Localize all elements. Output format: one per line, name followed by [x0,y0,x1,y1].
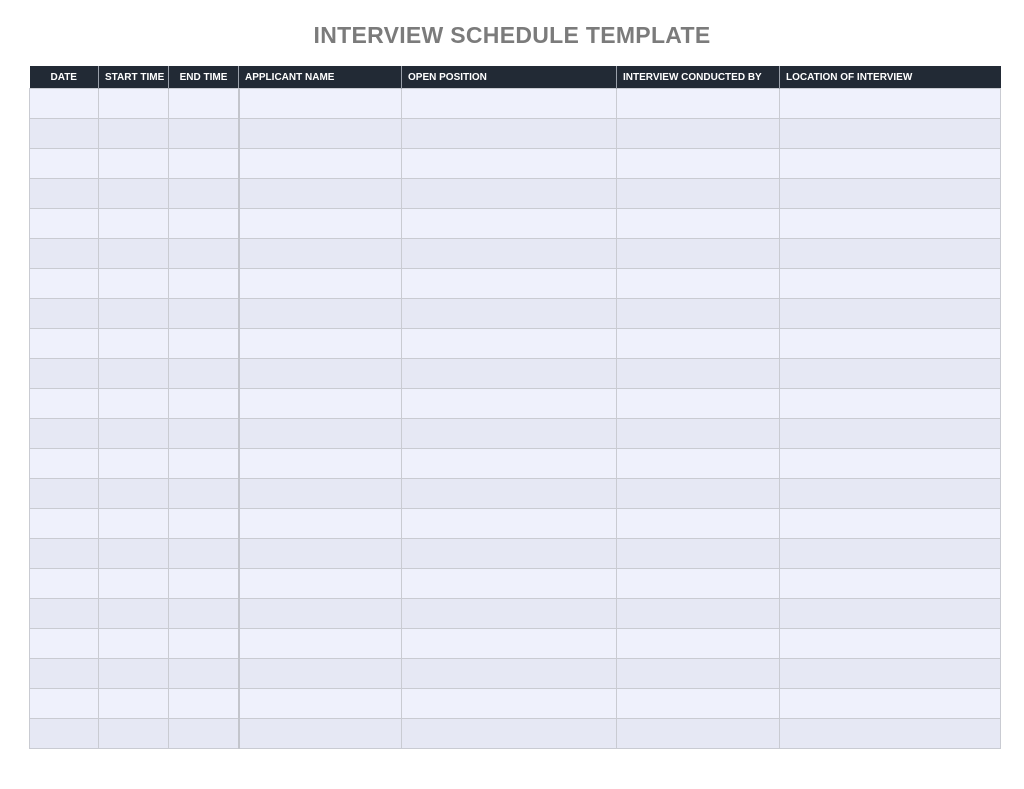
interview-schedule-table [29,66,1001,749]
cell-end-time[interactable] [169,539,239,569]
cell-applicant-name[interactable] [239,119,402,149]
table-row [30,719,1001,749]
cell-location-of-interview[interactable] [780,569,1001,599]
cell-location-of-interview[interactable] [780,659,1001,689]
cell-date[interactable] [30,599,99,629]
cell-location-of-interview[interactable] [780,149,1001,179]
table-row [30,209,1001,239]
cell-start-time[interactable] [99,389,169,419]
table-row [30,149,1001,179]
cell-open-position[interactable] [402,269,617,299]
cell-location-of-interview[interactable] [780,509,1001,539]
cell-applicant-name[interactable] [239,299,402,329]
cell-open-position[interactable] [402,659,617,689]
cell-applicant-name[interactable] [239,149,402,179]
cell-end-time[interactable] [169,659,239,689]
cell-interview-conducted-by[interactable] [617,89,780,119]
cell-location-of-interview[interactable] [780,539,1001,569]
cell-location-of-interview[interactable] [780,329,1001,359]
cell-interview-conducted-by[interactable] [617,419,780,449]
cell-applicant-name[interactable] [239,389,402,419]
cell-open-position[interactable] [402,119,617,149]
cell-location-of-interview[interactable] [780,449,1001,479]
cell-location-of-interview[interactable] [780,479,1001,509]
table-row [30,299,1001,329]
cell-location-of-interview[interactable] [780,389,1001,419]
cell-start-time[interactable] [99,539,169,569]
cell-open-position[interactable] [402,179,617,209]
header-start-time: START TIME [99,66,169,89]
cell-applicant-name[interactable] [239,479,402,509]
cell-end-time[interactable] [169,209,239,239]
cell-interview-conducted-by[interactable] [617,209,780,239]
cell-applicant-name[interactable] [239,419,402,449]
cell-interview-conducted-by[interactable] [617,329,780,359]
cell-start-time[interactable] [99,209,169,239]
cell-start-time[interactable] [99,299,169,329]
cell-end-time[interactable] [169,599,239,629]
cell-applicant-name[interactable] [239,179,402,209]
cell-end-time[interactable] [169,449,239,479]
cell-applicant-name[interactable] [239,539,402,569]
header-applicant-name: APPLICANT NAME [239,66,402,89]
cell-start-time[interactable] [99,689,169,719]
cell-applicant-name[interactable] [239,509,402,539]
cell-start-time[interactable] [99,449,169,479]
cell-location-of-interview[interactable] [780,209,1001,239]
cell-interview-conducted-by[interactable] [617,179,780,209]
cell-applicant-name[interactable] [239,569,402,599]
cell-date[interactable] [30,659,99,689]
header-end-time: END TIME [169,66,239,89]
cell-start-time[interactable] [99,479,169,509]
cell-open-position[interactable] [402,389,617,419]
cell-end-time[interactable] [169,629,239,659]
cell-open-position[interactable] [402,419,617,449]
table-row [30,509,1001,539]
cell-start-time[interactable] [99,719,169,749]
cell-interview-conducted-by[interactable] [617,569,780,599]
cell-end-time[interactable] [169,689,239,719]
cell-end-time[interactable] [169,269,239,299]
cell-open-position[interactable] [402,719,617,749]
cell-location-of-interview[interactable] [780,629,1001,659]
cell-date[interactable] [30,89,99,119]
cell-location-of-interview[interactable] [780,719,1001,749]
cell-start-time[interactable] [99,179,169,209]
page-title: INTERVIEW SCHEDULE TEMPLATE [313,22,711,48]
cell-date[interactable] [30,209,99,239]
cell-date[interactable] [30,629,99,659]
cell-applicant-name[interactable] [239,359,402,389]
table-row [30,569,1001,599]
cell-interview-conducted-by[interactable] [617,509,780,539]
cell-interview-conducted-by[interactable] [617,149,780,179]
table-row [30,449,1001,479]
cell-location-of-interview[interactable] [780,599,1001,629]
cell-open-position[interactable] [402,449,617,479]
cell-date[interactable] [30,149,99,179]
cell-location-of-interview[interactable] [780,119,1001,149]
cell-open-position[interactable] [402,689,617,719]
cell-start-time[interactable] [99,149,169,179]
cell-end-time[interactable] [169,329,239,359]
table-row [30,419,1001,449]
cell-open-position[interactable] [402,509,617,539]
cell-applicant-name[interactable] [239,629,402,659]
cell-end-time[interactable] [169,419,239,449]
cell-location-of-interview[interactable] [780,89,1001,119]
table-row [30,479,1001,509]
table-row [30,539,1001,569]
cell-open-position[interactable] [402,299,617,329]
cell-interview-conducted-by[interactable] [617,719,780,749]
cell-applicant-name[interactable] [239,239,402,269]
cell-applicant-name[interactable] [239,89,402,119]
cell-open-position[interactable] [402,329,617,359]
cell-applicant-name[interactable] [239,329,402,359]
cell-date[interactable] [30,539,99,569]
header-open-position: OPEN POSITION [402,66,617,89]
cell-start-time[interactable] [99,269,169,299]
cell-start-time[interactable] [99,419,169,449]
cell-location-of-interview[interactable] [780,419,1001,449]
cell-interview-conducted-by[interactable] [617,239,780,269]
table-row [30,179,1001,209]
cell-applicant-name[interactable] [239,209,402,239]
table-row [30,119,1001,149]
table-row [30,89,1001,119]
cell-end-time[interactable] [169,119,239,149]
cell-date[interactable] [30,119,99,149]
cell-interview-conducted-by[interactable] [617,299,780,329]
cell-date[interactable] [30,719,99,749]
cell-date[interactable] [30,179,99,209]
cell-end-time[interactable] [169,389,239,419]
table-row [30,269,1001,299]
cell-open-position[interactable] [402,599,617,629]
cell-date[interactable] [30,509,99,539]
cell-open-position[interactable] [402,479,617,509]
cell-open-position[interactable] [402,149,617,179]
cell-start-time[interactable] [99,239,169,269]
cell-start-time[interactable] [99,89,169,119]
cell-end-time[interactable] [169,89,239,119]
cell-start-time[interactable] [99,509,169,539]
cell-location-of-interview[interactable] [780,179,1001,209]
cell-location-of-interview[interactable] [780,359,1001,389]
cell-location-of-interview[interactable] [780,269,1001,299]
cell-end-time[interactable] [169,479,239,509]
cell-date[interactable] [30,449,99,479]
cell-interview-conducted-by[interactable] [617,119,780,149]
cell-interview-conducted-by[interactable] [617,479,780,509]
cell-date[interactable] [30,569,99,599]
cell-interview-conducted-by[interactable] [617,449,780,479]
cell-end-time[interactable] [169,179,239,209]
cell-start-time[interactable] [99,119,169,149]
table-row [30,599,1001,629]
cell-date[interactable] [30,329,99,359]
cell-applicant-name[interactable] [239,659,402,689]
cell-interview-conducted-by[interactable] [617,269,780,299]
cell-start-time[interactable] [99,599,169,629]
cell-location-of-interview[interactable] [780,239,1001,269]
cell-location-of-interview[interactable] [780,689,1001,719]
cell-start-time[interactable] [99,329,169,359]
cell-end-time[interactable] [169,239,239,269]
cell-date[interactable] [30,299,99,329]
table-row [30,329,1001,359]
cell-date[interactable] [30,389,99,419]
cell-end-time[interactable] [169,569,239,599]
cell-applicant-name[interactable] [239,689,402,719]
cell-end-time[interactable] [169,509,239,539]
cell-date[interactable] [30,239,99,269]
cell-open-position[interactable] [402,209,617,239]
table-row [30,359,1001,389]
cell-open-position[interactable] [402,569,617,599]
cell-start-time[interactable] [99,359,169,389]
cell-end-time[interactable] [169,299,239,329]
table-row [30,629,1001,659]
cell-interview-conducted-by[interactable] [617,599,780,629]
cell-date[interactable] [30,479,99,509]
table-body [30,89,1001,749]
cell-date[interactable] [30,689,99,719]
cell-date[interactable] [30,419,99,449]
cell-location-of-interview[interactable] [780,299,1001,329]
cell-open-position[interactable] [402,359,617,389]
cell-end-time[interactable] [169,719,239,749]
cell-start-time[interactable] [99,629,169,659]
header-interview-conducted-by: INTERVIEW CONDUCTED BY [617,66,780,89]
cell-interview-conducted-by[interactable] [617,389,780,419]
header-location-of-interview: LOCATION OF INTERVIEW [780,66,1001,89]
table-row [30,689,1001,719]
cell-interview-conducted-by[interactable] [617,689,780,719]
header-row [30,66,1001,89]
cell-applicant-name[interactable] [239,599,402,629]
cell-start-time[interactable] [99,659,169,689]
cell-interview-conducted-by[interactable] [617,629,780,659]
table-row [30,659,1001,689]
cell-interview-conducted-by[interactable] [617,359,780,389]
cell-applicant-name[interactable] [239,449,402,479]
cell-applicant-name[interactable] [239,719,402,749]
cell-end-time[interactable] [169,359,239,389]
cell-interview-conducted-by[interactable] [617,659,780,689]
cell-interview-conducted-by[interactable] [617,539,780,569]
cell-open-position[interactable] [402,629,617,659]
cell-applicant-name[interactable] [239,269,402,299]
table-row [30,389,1001,419]
cell-open-position[interactable] [402,239,617,269]
cell-start-time[interactable] [99,569,169,599]
cell-end-time[interactable] [169,149,239,179]
cell-open-position[interactable] [402,539,617,569]
table-row [30,239,1001,269]
cell-date[interactable] [30,359,99,389]
cell-date[interactable] [30,269,99,299]
cell-open-position[interactable] [402,89,617,119]
header-date: DATE [30,66,99,89]
